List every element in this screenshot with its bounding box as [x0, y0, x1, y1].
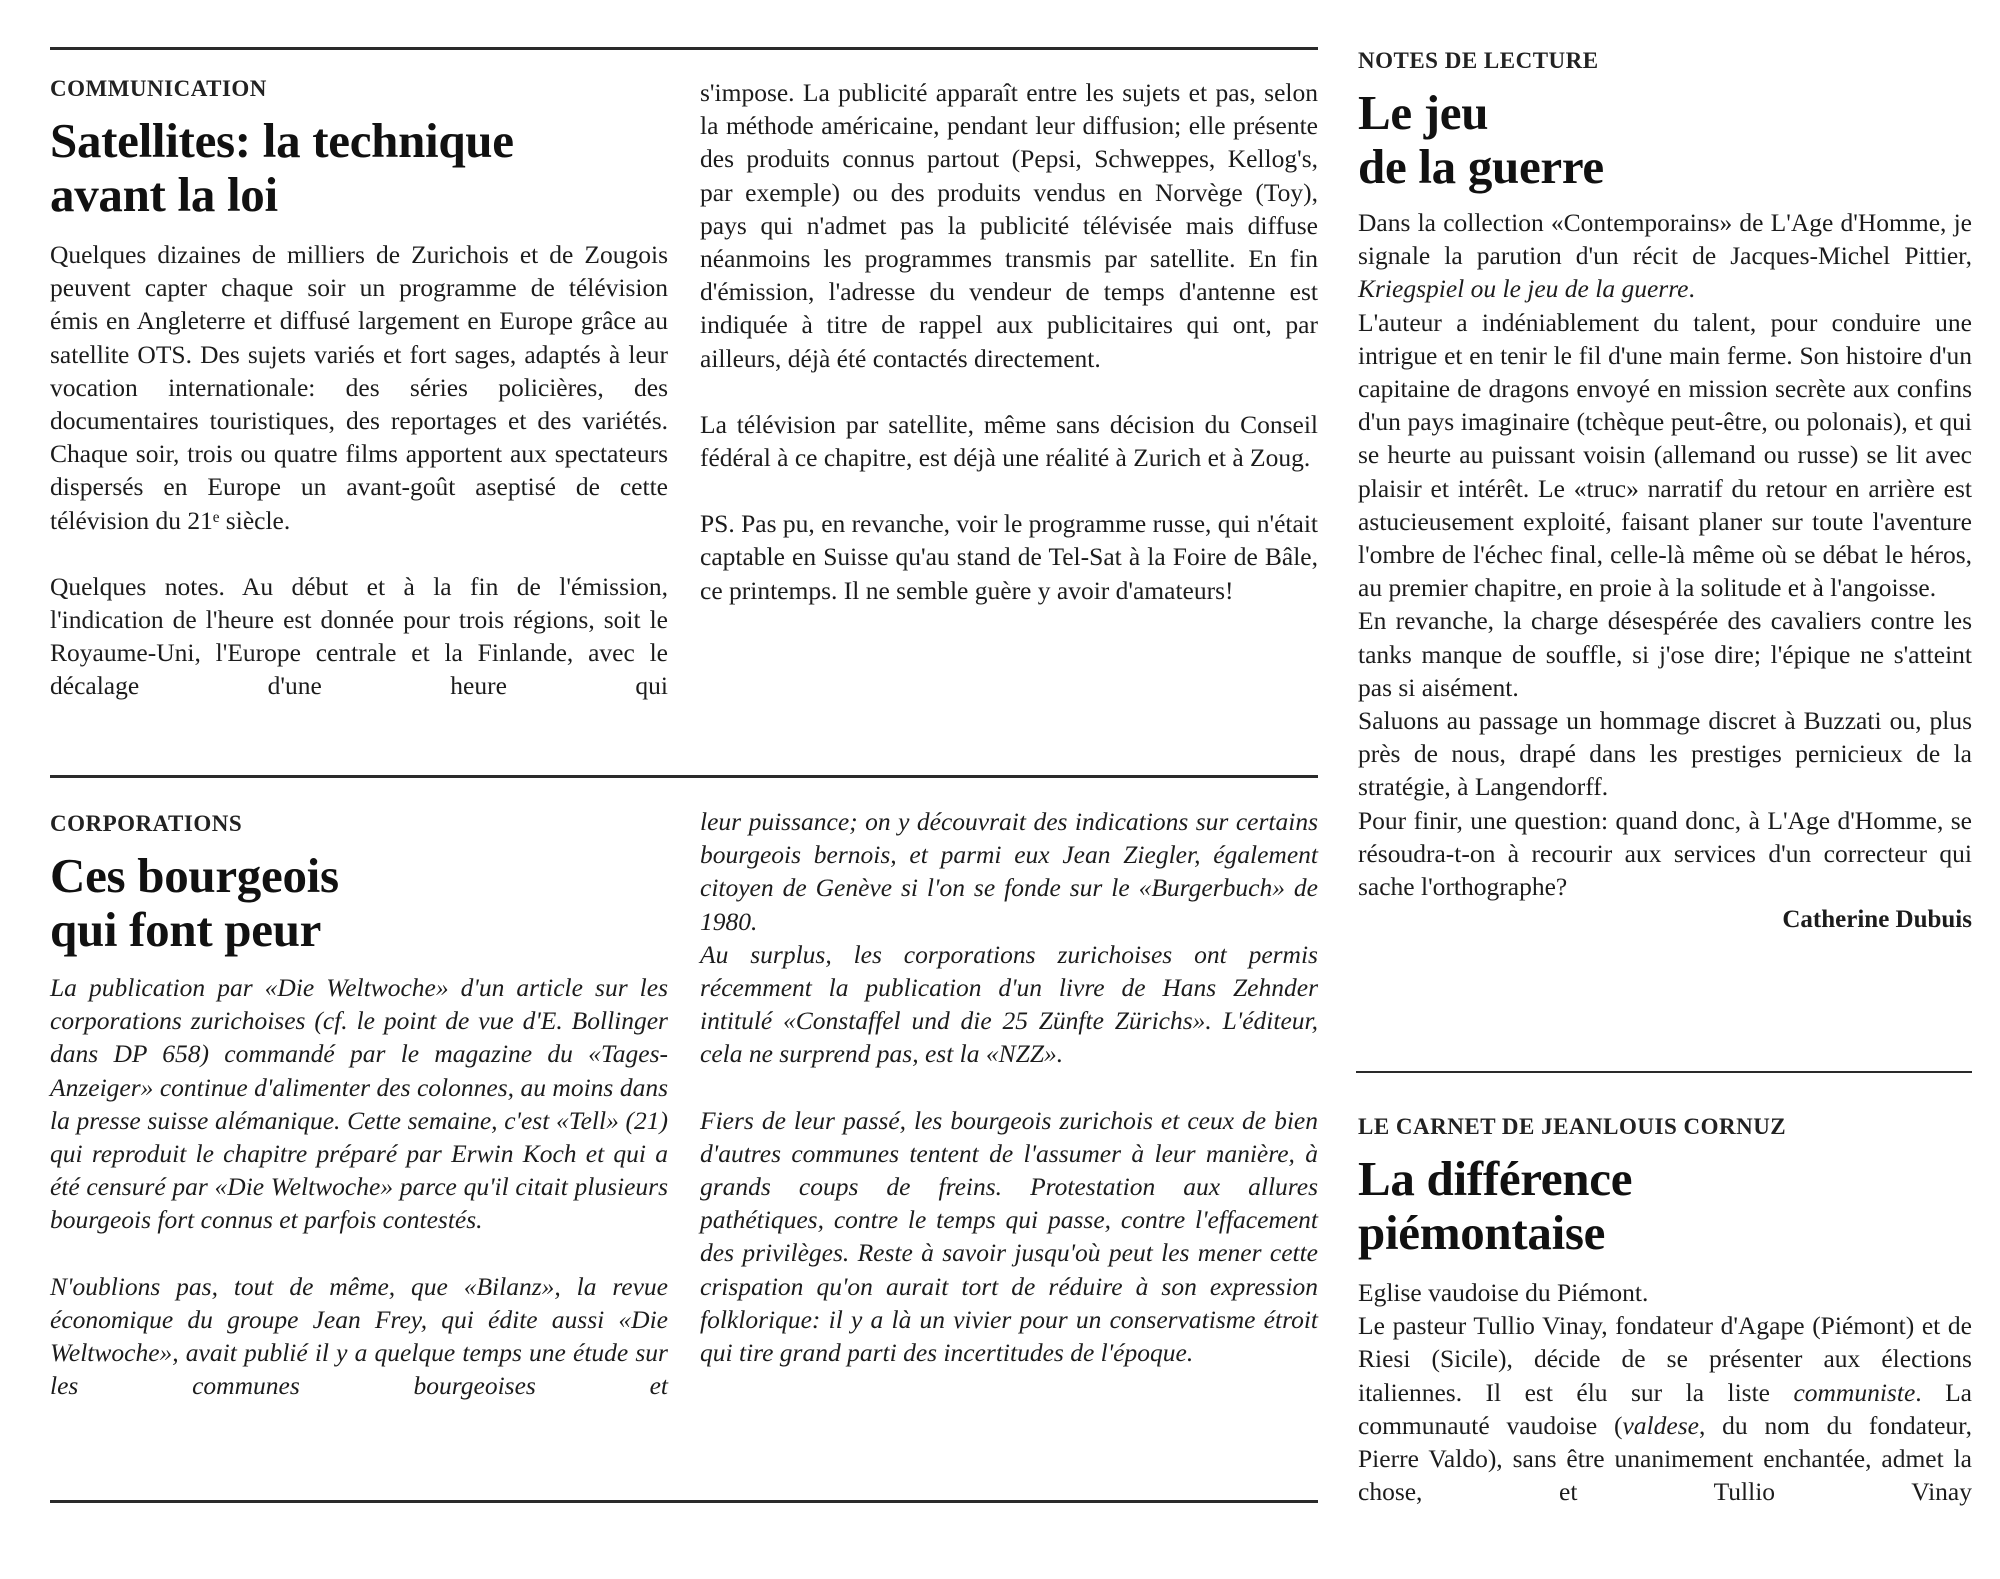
body-paragraph: La publication par «Die Weltwoche» d'un article sur les corporations zurichoises (cf. le point de vue d'E. Bollinger dans DP 658) commandé par le magazine du «Tages-Anzeiger» continue d'alimenter des colonnes, au moins dans la presse suisse alémanique. Cette semaine, c'est «Tell» (21) qui reproduit le chapitre préparé par Erwin Koch et qui a été censuré par «Die Weltwoche» parce qu'il citait plusieurs bourgeois fort connus et parfois contestés. [50, 973, 668, 1235]
article-headline [50, 849, 668, 957]
intro-text: Dans la collection «Contemporains» de L'Age d'Homme, je signale la parution d'un récit de Jacques-Michel Pittier, [1358, 208, 1972, 271]
headline-line: Ces bourgeois [50, 848, 339, 903]
body-paragraph [1358, 1309, 1972, 1508]
article-communication [50, 76, 668, 236]
body-text: . La communauté vaudoise ( [1358, 1377, 1972, 1440]
headline-line: Satellites: la technique [50, 113, 514, 168]
body-paragraph: Pour finir, une question: quand donc, à L'Age d'Homme, se résoudra-t-on à recourir aux services d'un correcteur qui sache l'orthographe? [1358, 805, 1972, 902]
headline-line: Le jeu [1358, 85, 1489, 140]
article-communication-col1 [50, 238, 668, 703]
body-text: Le pasteur Tullio Vinay, fondateur d'Agape (Piémont) et de Riesi (Sicile), décide de se présenter aux élections italiennes. Il est élu sur la liste [1358, 1311, 1972, 1407]
body-paragraph: s'impose. La publicité apparaît entre les sujets et pas, selon la méthode américaine, pendant leur diffusion; elle présente des produits connus partout (Pepsi, Schweppes, Kellog's, par exemple) ou des produits vendus en Norvège (Toy), pays qui n'admet pas la publicité télévisée mais diffuse néanmoins les programmes transmis par satellite. En fin d'émission, l'adresse du vendeur de temps d'antenne est indiquée à titre de rappel aux publicitaires qui ont, par ailleurs, déjà été contactés directement. [700, 78, 1318, 373]
body-paragraph: Fiers de leur passé, les bourgeois zurichois et ceux de bien d'autres communes tentent de l'assumer à leur manière, à grands coups de freins. Protestation aux allures pathétiques, contre le temps qui passe, contre l'effacement des privilèges. Reste à savoir jusqu'où peut les mener cette crispation qu'on aurait tort de réduire à son expression folklorique: il y a là un vivier pour un conservatisme étroit qui tire grand parti des incertitudes de l'époque. [700, 1105, 1318, 1368]
article-corporations-col2 [700, 805, 1318, 1369]
article-headline [1358, 86, 1972, 194]
headline-line: qui font peur [50, 902, 322, 957]
article-headline [50, 114, 668, 222]
emphasis-communiste: communiste [1793, 1377, 1916, 1407]
article-kicker: NOTES DE LECTURE [1358, 48, 1599, 73]
body-paragraph: Quelques notes. Au début et à la fin de l'émission, l'indication de l'heure est donnée pour trois régions, soit le Royaume-Uni, l'Europe centrale et la Finlande, avec le décalage d'une heure qui [50, 571, 668, 701]
intro-end: . [1688, 274, 1695, 304]
body-paragraph: PS. Pas pu, en revanche, voir le programme russe, qui n'était captable en Suisse qu'au stand de Tel-Sat à la Foire de Bâle, ce printemps. Il ne semble guère y avoir d'amateurs! [700, 509, 1318, 605]
bottom-rule [50, 1500, 1318, 1503]
headline-line: avant la loi [50, 167, 278, 222]
body-paragraph: En revanche, la charge désespérée des cavaliers contre les tanks manque de souffle, si j'ose dire; l'épique ne s'atteint pas si aisément. [1358, 606, 1972, 702]
right-column-rule [1356, 1071, 1972, 1073]
body-paragraph: L'auteur a indéniablement du talent, pour conduire une intrigue et en tenir le fil d'une main ferme. Son histoire d'un capitaine de dragons envoyé en mission secrète aux confins d'un pays imaginaire (tchèque peut-être, ou polonais), et qui se heurte au puissant voisin (allemand ou russe) se lit avec plaisir et intérêt. Le «truc» narratif du retour en arrière est astucieusement exploité, faisant planer sur toute l'aventure l'ombre de l'échec final, celle-là même où se débat le héros, au premier chapitre, en proie à la solitude et à l'angoisse. [1358, 307, 1972, 603]
body-text: , du nom du fondateur, Pierre Valdo), sans être unanimement enchantée, admet la chose, et Tullio Vinay [1358, 1410, 1972, 1507]
emphasis-valdese: valdese [1622, 1410, 1699, 1440]
article-kicker: CORPORATIONS [50, 811, 243, 836]
article-headline [1358, 1152, 1972, 1260]
article-corporations-col1 [50, 971, 668, 1402]
body-paragraph: leur puissance; on y découvrait des indications sur certains bourgeois bernois, et parmi eux Jean Ziegler, également citoyen de Genève si l'on se fonde sur le «Burgerbuch» de 1980. [700, 807, 1318, 936]
lead-line: Eglise vaudoise du Piémont. [1358, 1278, 1649, 1307]
top-rule [50, 47, 1318, 50]
body-paragraph: La télévision par satellite, même sans décision du Conseil fédéral à ce chapitre, est déjà une réalité à Zurich et à Zoug. [700, 409, 1318, 473]
author-signature: Catherine Dubuis [1782, 906, 1972, 934]
article-communication-col2 [700, 76, 1318, 607]
body-paragraph: N'oublions pas, tout de même, que «Bilanz», la revue économique du groupe Jean Frey, qui édite aussi «Die Weltwoche», avait publié il y a quelque temps une étude sur les communes bourgeoises et [50, 1271, 668, 1401]
article-corporations [50, 811, 668, 971]
middle-rule [50, 775, 1318, 778]
body-paragraph: Au surplus, les corporations zurichoises ont permis récemment la publication d'un livre de Hans Zehnder intitulé «Constaffel und die 25 Zünfte Zürichs». L'éditeur, cela ne surprend pas, est la «NZZ». [700, 939, 1318, 1069]
article-carnet-cornuz [1358, 1114, 1972, 1508]
article-kicker: LE CARNET DE JEANLOUIS CORNUZ [1358, 1114, 1787, 1139]
body-paragraph: Quelques dizaines de milliers de Zurichois et de Zougois peuvent capter chaque soir un programme de télévision émis en Angleterre et diffusé largement en Europe grâce au satellite OTS. Des sujets variés et fort sages, adaptés à leur vocation internationale: des séries policières, des documentaires touristiques, des reportages et des variétés. Chaque soir, trois ou quatre films apportent aux spectateurs dispersés en Europe un avant-goût aseptisé de cette télévision du 21ᵉ siècle. [50, 240, 668, 535]
article-notes-de-lecture [1358, 48, 1972, 936]
headline-line: La différence [1358, 1151, 1633, 1206]
article-kicker: COMMUNICATION [50, 76, 267, 101]
headline-line: de la guerre [1358, 139, 1604, 194]
body-paragraph [1358, 206, 1972, 306]
headline-line: piémontaise [1358, 1205, 1606, 1260]
body-paragraph: Saluons au passage un hommage discret à Buzzati ou, plus près de nous, drapé dans les prestiges pernicieux de la stratégie, à Langendorff. [1358, 706, 1972, 802]
book-title: Kriegspiel ou le jeu de la guerre [1358, 274, 1689, 304]
